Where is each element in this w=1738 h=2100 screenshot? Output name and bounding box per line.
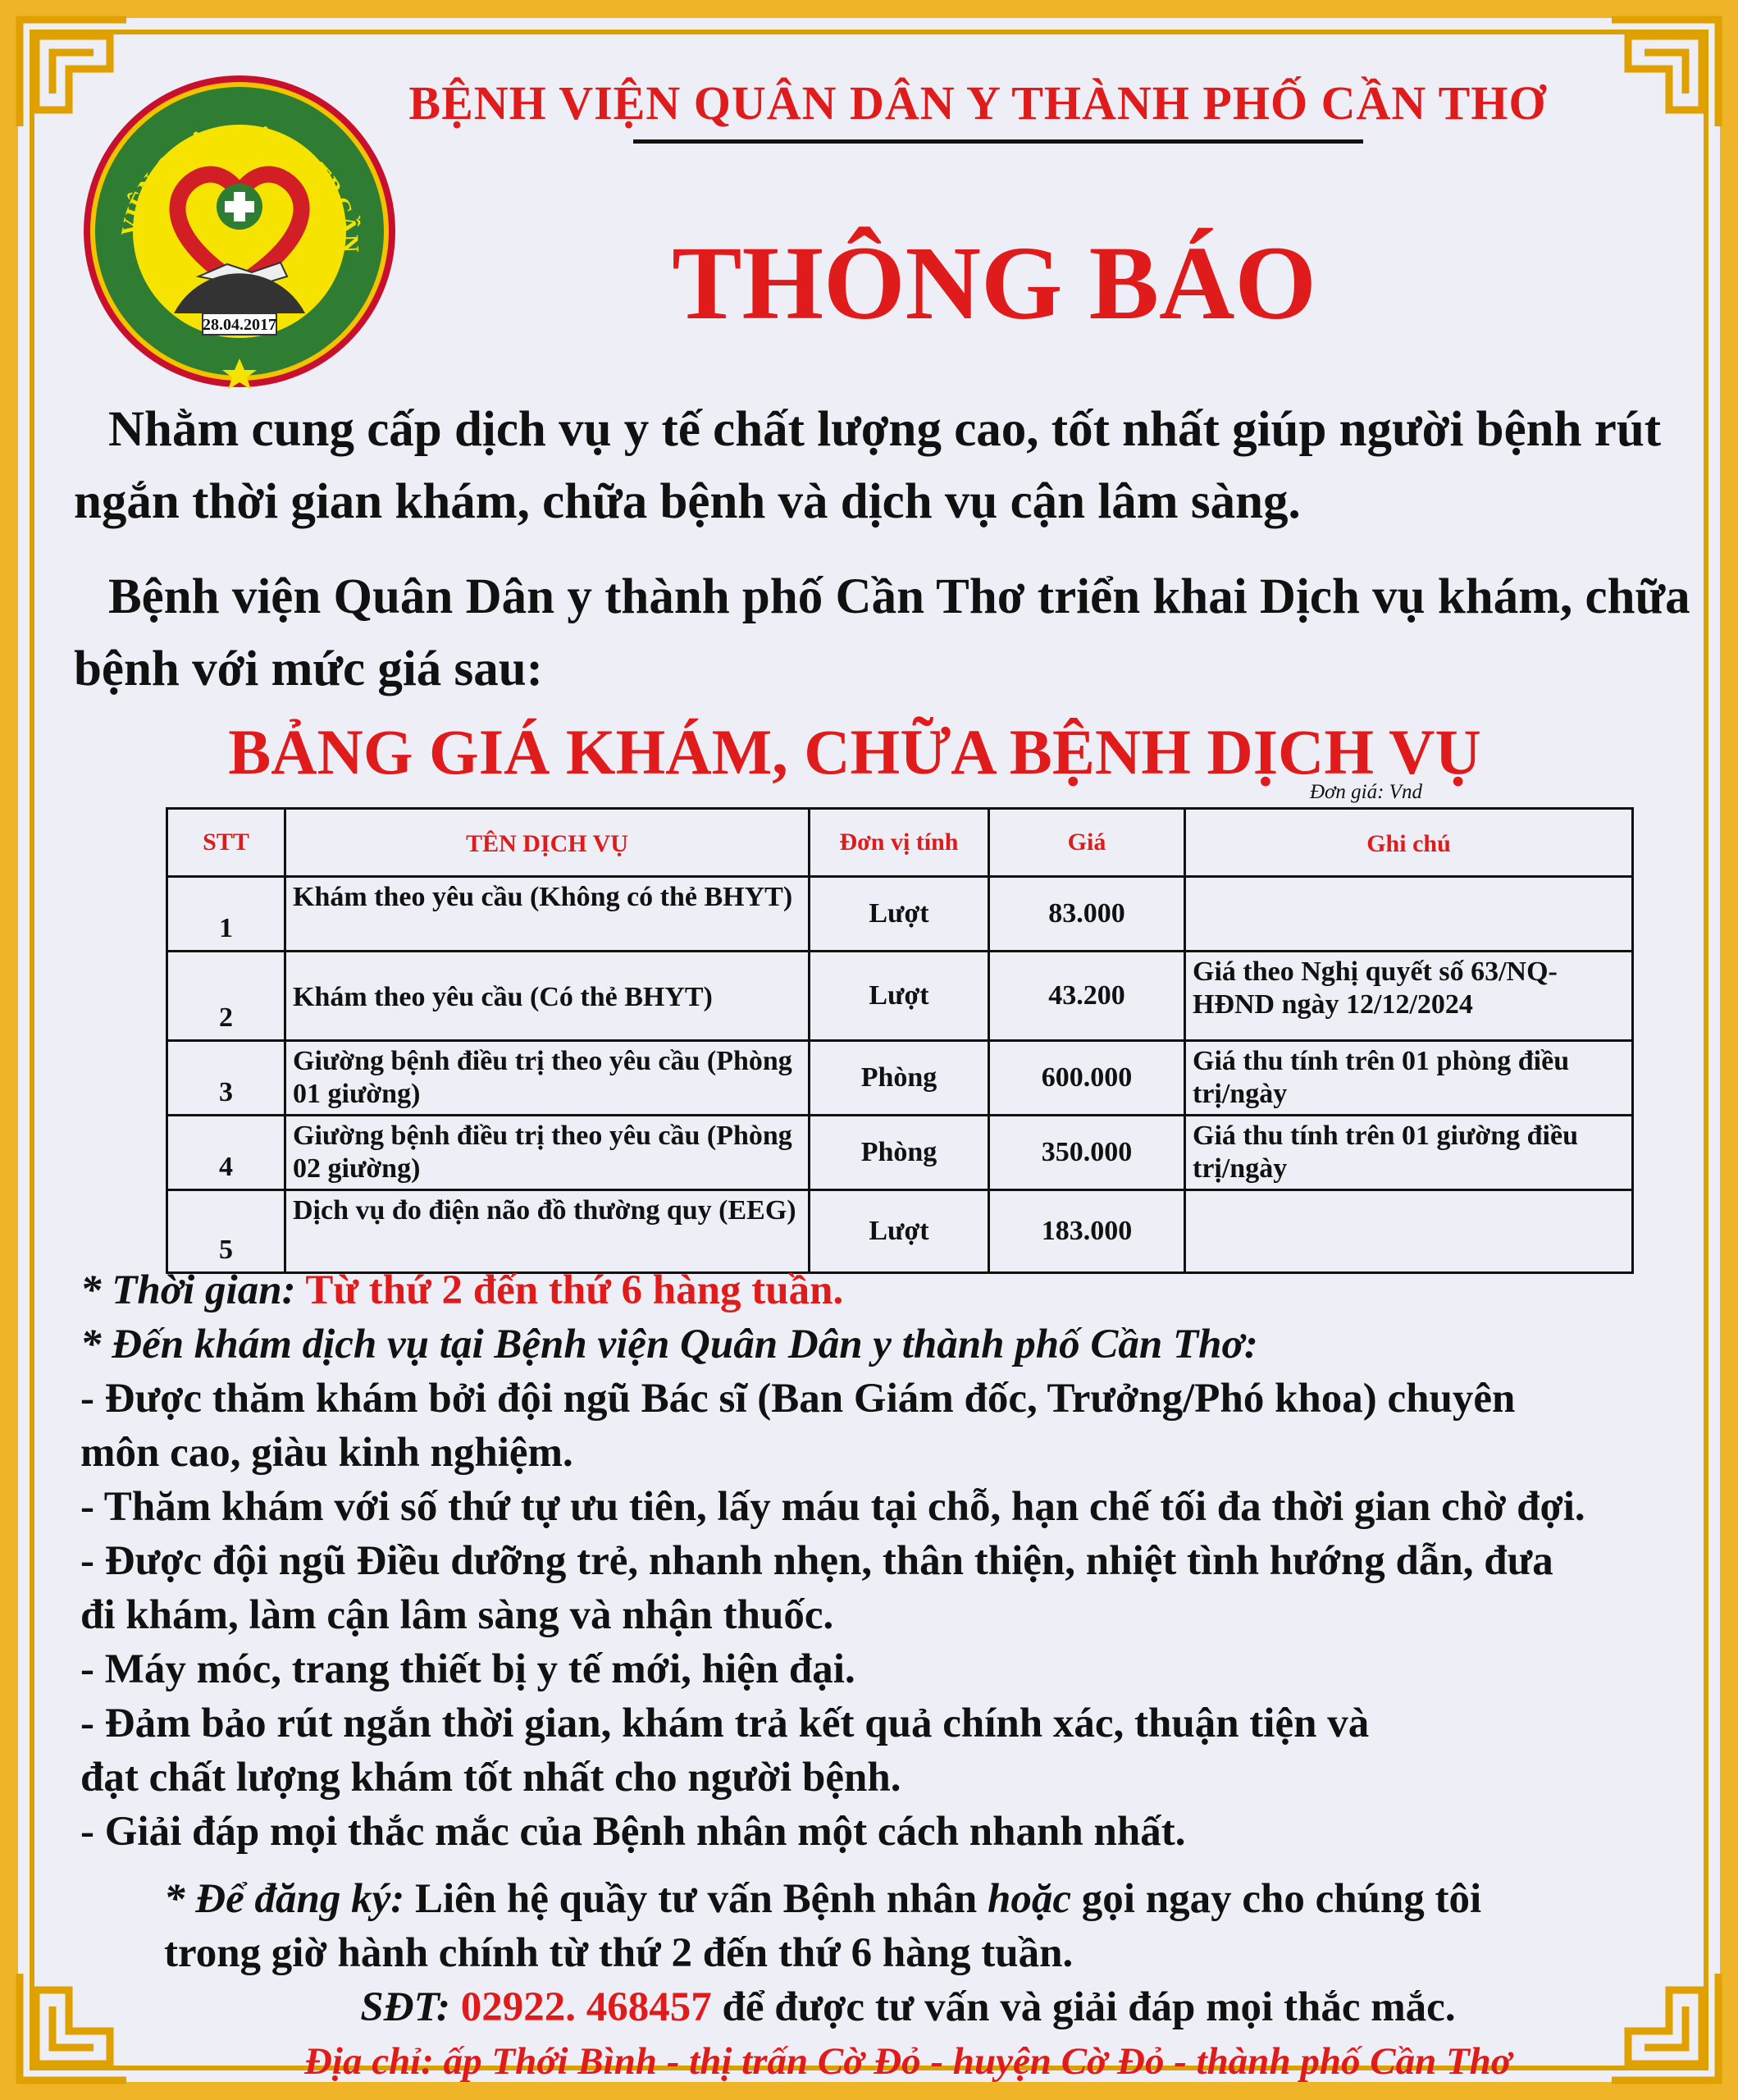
- cell-unit: Lượt: [810, 1190, 989, 1273]
- benefit-line: - Được thăm khám bởi đội ngũ Bác sĩ (Ban Giám đốc, Trưởng/Phó khoa) chuyên: [80, 1376, 1516, 1422]
- cell-note: Giá theo Nghị quyết số 63/NQ-HĐND ngày 12/12/2024: [1185, 952, 1633, 1041]
- cell-stt: 5: [167, 1190, 285, 1273]
- details-section: [80, 1263, 1729, 1859]
- cell-stt: 2: [167, 952, 285, 1041]
- cell-note: [1185, 1190, 1633, 1273]
- table-row: [167, 1190, 1633, 1273]
- header-name: TÊN DỊCH VỤ: [285, 809, 810, 877]
- cell-name: Giường bệnh điều trị theo yêu cầu (Phòng 02 giường): [285, 1116, 810, 1190]
- cell-note: [1185, 877, 1633, 952]
- cell-price: 350.000: [989, 1116, 1185, 1190]
- time-line: [80, 1263, 1729, 1317]
- price-table: [166, 807, 1634, 1274]
- corner-ornament-icon: [1603, 11, 1727, 135]
- phone-line: [75, 1980, 1738, 2034]
- cell-price: 183.000: [989, 1190, 1185, 1273]
- benefit-line: đi khám, làm cận lâm sàng và nhận thuốc.: [80, 1592, 834, 1638]
- time-value: Từ thứ 2 đến thứ 6 hàng tuần.: [305, 1267, 844, 1313]
- register-or: hoặc: [988, 1876, 1072, 1922]
- cell-stt: 3: [167, 1041, 285, 1116]
- cell-price: 43.200: [989, 952, 1185, 1041]
- logo-ring-text: VIỆN QUÂN DÂN Y TP CẦN: [116, 123, 364, 253]
- table-header-row: [167, 809, 1633, 877]
- cell-name: Dịch vụ đo điện não đồ thường quy (EEG): [285, 1190, 810, 1273]
- cell-unit: Phòng: [810, 1116, 989, 1190]
- hospital-logo: [75, 67, 404, 395]
- notice-title: THÔNG BÁO: [672, 225, 1316, 341]
- table-row: [167, 952, 1633, 1041]
- phone-label: SĐT:: [360, 1984, 450, 2030]
- phone-suffix: để được tư vấn và giải đáp mọi thắc mắc.: [722, 1984, 1456, 2030]
- header-stt: STT: [167, 809, 285, 877]
- cell-stt: 4: [167, 1116, 285, 1190]
- cell-note: Giá thu tính trên 01 giường điều trị/ngày: [1185, 1116, 1633, 1190]
- cell-note: Giá thu tính trên 01 phòng điều trị/ngày: [1185, 1041, 1633, 1116]
- cell-name: Khám theo yêu cầu (Không có thẻ BHYT): [285, 877, 810, 952]
- table-row: [167, 1116, 1633, 1190]
- benefit-line: - Giải đáp mọi thắc mắc của Bệnh nhân một cách nhanh nhất.: [80, 1809, 1186, 1855]
- header-unit: Đơn vị tính: [810, 809, 989, 877]
- title-underline: [633, 139, 1363, 144]
- intro-paragraph-2: Bệnh viện Quân Dân y thành phố Cần Thơ triển khai Dịch vụ khám, chữa bệnh với mức giá sau:: [74, 569, 1690, 696]
- cell-price: 600.000: [989, 1041, 1185, 1116]
- footer-section: [75, 1872, 1738, 2089]
- time-label: * Thời gian:: [80, 1267, 296, 1313]
- register-text-2: gọi ngay cho chúng tôi: [1081, 1876, 1482, 1922]
- benefits-heading: * Đến khám dịch vụ tại Bệnh viện Quân Dân y thành phố Cần Thơ:: [80, 1322, 1258, 1367]
- register-hours: trong giờ hành chính từ thứ 2 đến thứ 6 hàng tuần.: [164, 1930, 1074, 1976]
- benefit-line: môn cao, giàu kinh nghiệm.: [80, 1430, 573, 1476]
- cell-price: 83.000: [989, 877, 1185, 952]
- cell-name: Giường bệnh điều trị theo yêu cầu (Phòng 01 giường): [285, 1041, 810, 1116]
- benefit-line: - Đảm bảo rút ngắn thời gian, khám trả kết quả chính xác, thuận tiện và: [80, 1701, 1370, 1746]
- intro-paragraph-1: Nhằm cung cấp dịch vụ y tế chất lượng cao, tốt nhất giúp người bệnh rút ngắn thời gian khám, chữa bệnh và dịch vụ cận lâm sàng.: [74, 402, 1662, 529]
- price-table-title: BẢNG GIÁ KHÁM, CHỮA BỆNH DỊCH VỤ: [228, 716, 1481, 788]
- hospital-name: BỆNH VIỆN QUÂN DÂN Y THÀNH PHỐ CẦN THƠ: [408, 76, 1547, 130]
- phone-number[interactable]: 02922. 468457: [460, 1984, 712, 2030]
- table-row: [167, 877, 1633, 952]
- benefit-line: - Thăm khám với số thứ tự ưu tiên, lấy máu tại chỗ, hạn chế tối đa thời gian chờ đợi.: [80, 1484, 1585, 1530]
- benefit-line: - Máy móc, trang thiết bị y tế mới, hiện đại.: [80, 1646, 855, 1692]
- benefit-line: - Được đội ngũ Điều dưỡng trẻ, nhanh nhẹn, thân thiện, nhiệt tình hướng dẫn, đưa: [80, 1538, 1553, 1584]
- cell-unit: Lượt: [810, 952, 989, 1041]
- cell-unit: Lượt: [810, 877, 989, 952]
- unit-note: Đơn giá: Vnd: [1310, 781, 1422, 803]
- header-price: Giá: [989, 809, 1185, 877]
- cell-unit: Phòng: [810, 1041, 989, 1116]
- table-row: [167, 1041, 1633, 1116]
- address-line: Địa chỉ: ấp Thới Bình - thị trấn Cờ Đỏ - huyện Cờ Đỏ - thành phố Cần Thơ: [303, 2040, 1512, 2083]
- cell-stt: 1: [167, 877, 285, 952]
- logo-date: 28.04.2017: [203, 316, 276, 334]
- register-label: * Để đăng ký:: [164, 1876, 405, 1922]
- register-text: Liên hệ quầy tư vấn Bệnh nhân: [414, 1876, 978, 1922]
- benefit-line: đạt chất lượng khám tốt nhất cho người bệnh.: [80, 1755, 901, 1801]
- cell-name: Khám theo yêu cầu (Có thẻ BHYT): [285, 952, 810, 1041]
- header-note: Ghi chú: [1185, 809, 1633, 877]
- register-line: [75, 1872, 1738, 1926]
